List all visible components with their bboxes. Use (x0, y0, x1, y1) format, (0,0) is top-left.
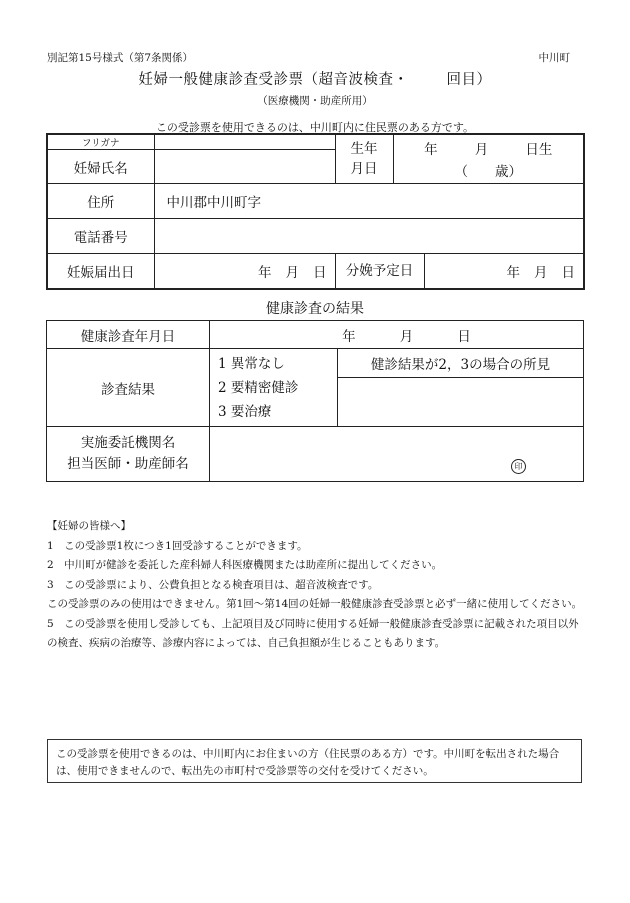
result-options[interactable] (210, 349, 338, 427)
dob-label: 生年 月日 (335, 134, 393, 184)
patient-info-table (46, 133, 585, 290)
due-date-row (335, 254, 584, 290)
result-option-3[interactable]: 3 要治療 (218, 403, 272, 420)
phone-field[interactable] (154, 219, 584, 254)
facility-field[interactable] (210, 427, 584, 482)
note-item: この受診票のみの使用はできません。第1回〜第14回の妊婦一般健康診査受診票と必ず一緒に使用してください。 (47, 598, 583, 610)
pregnancy-date-label: 妊娠届出日 (47, 254, 154, 290)
name-field[interactable] (154, 150, 335, 184)
due-date-label: 分娩予定日 (336, 254, 425, 288)
note-item: 2 中川町が健診を委託した産科婦人科医療機関または助産所に提出してください。 (47, 559, 443, 571)
address-label: 住所 (47, 184, 154, 219)
form-subtitle: （医療機関・助産所用） (257, 95, 373, 107)
name-label: 妊婦氏名 (47, 150, 154, 184)
notes-section (47, 517, 587, 654)
phone-label: 電話番号 (47, 219, 154, 254)
result-option-2[interactable]: 2 要精密健診 (218, 379, 299, 396)
findings-label: 健診結果が2，3の場合の所見 (338, 349, 584, 378)
facility-label: 実施委託機関名 担当医師・助産師名 (47, 427, 210, 482)
note-item: 3 この受診票により、公費負担となる検査項目は、超音波検査です。 (47, 578, 379, 591)
exam-date-label: 健康診査年月日 (47, 321, 210, 349)
seal-mark: 印 (511, 459, 526, 474)
address-field[interactable]: 中川郡中川町字 (154, 184, 584, 219)
furigana-label: フリガナ (47, 134, 154, 150)
dob-field[interactable]: 年 月 日生 （ 歳） (393, 134, 584, 184)
notes-heading: 【妊婦の皆様へ】 (47, 520, 131, 532)
results-table (46, 320, 584, 482)
due-date-field[interactable]: 年 月 日 (506, 265, 575, 281)
pregnancy-date-field[interactable]: 年 月 日 (154, 254, 335, 290)
title-prefix: 妊婦一般健康診査受診票（超音波検査・ (138, 72, 409, 88)
town-name: 中川町 (538, 52, 570, 64)
result-option-1[interactable]: 1 異常なし (218, 355, 285, 372)
form-number: 別記第15号様式（第7条関係） (47, 52, 194, 64)
note-item: 1 この受診票1枚につき1回受診することができます。 (47, 539, 308, 552)
form-title (0, 68, 630, 89)
residency-notice-box: この受診票を使用できるのは、中川町内にお住まいの方（住民票のある方）です。中川町を転出された場合は、使用できませんので、転出先の市町村で受診票等の交付を受けてください。 (47, 739, 582, 783)
furigana-field[interactable] (154, 134, 335, 150)
findings-field[interactable] (338, 378, 584, 427)
exam-result-label: 診査結果 (47, 349, 210, 427)
title-suffix: 回目） (446, 72, 492, 88)
results-section-title: 健康診査の結果 (266, 301, 364, 317)
eligibility-notice: この受診票を使用できるのは、中川町内に住民票のある方です。 (155, 121, 475, 134)
note-item: 5 この受診票を使用し受診しても、上記項目及び同時に使用する妊婦一般健康診査受診票に記載された項目以外の検査、疾病の治療等、診療内容によっては、自己負担額が生じることもあります。 (47, 617, 579, 649)
exam-date-field[interactable]: 年 月 日 (210, 321, 584, 349)
